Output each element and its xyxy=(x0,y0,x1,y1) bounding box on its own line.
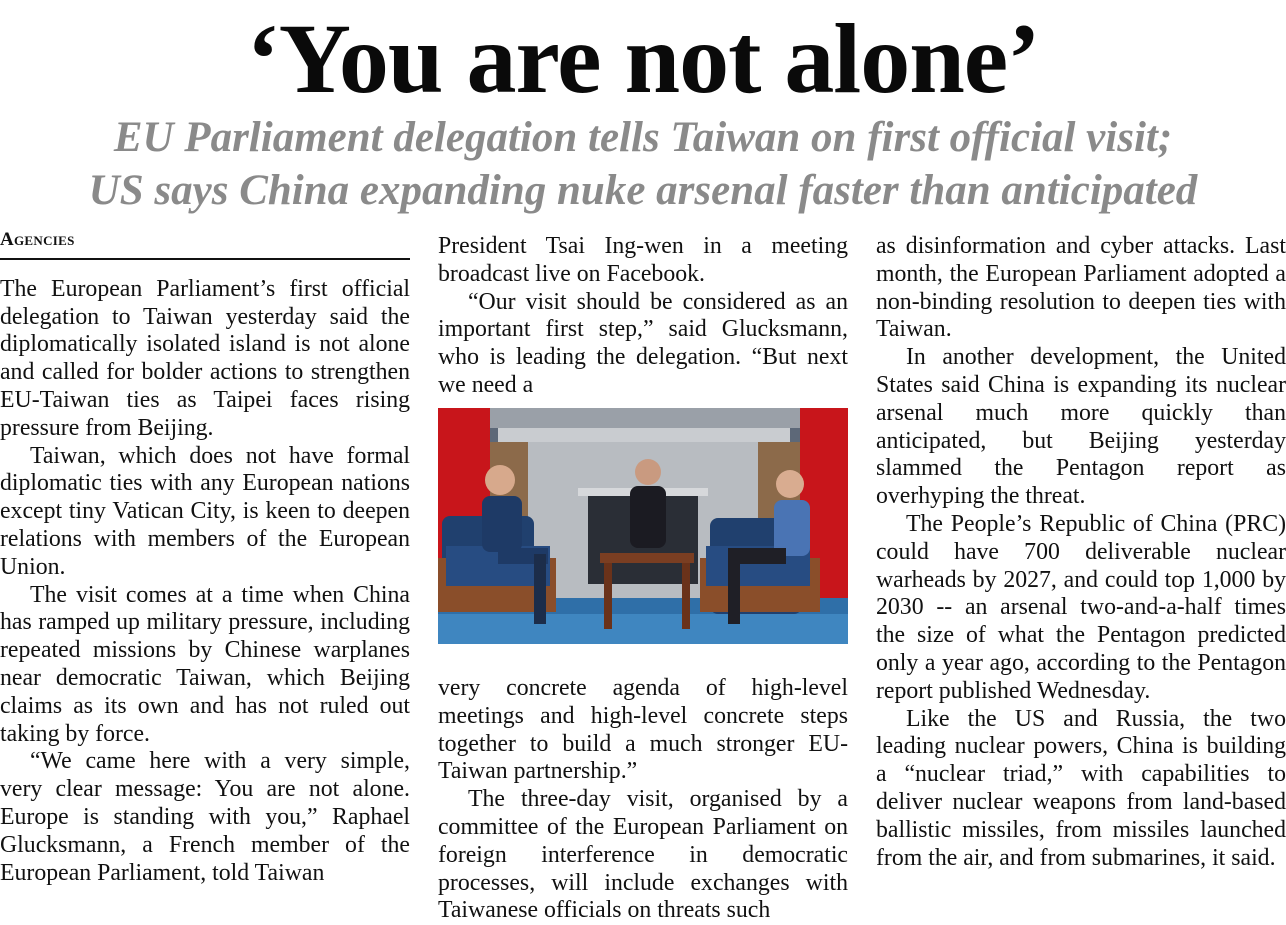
subheadline-line-1: EU Parliament delegation tells Taiwan on first official visit; xyxy=(113,114,1173,161)
paragraph-2: Taiwan, which does not have formal diplomatic ties with any European nations except tiny Vatican City, is keen to deepen relations with members of the European Union. xyxy=(0,442,410,580)
paragraph-4-continued: President Tsai Ing-wen in a meeting broadcast live on Facebook. xyxy=(438,233,848,287)
paragraph-6: The three-day visit, organised by a committee of the European Parliament on foreign interference in democratic processes, will include exchanges with Taiwanese officials on threats such xyxy=(438,786,848,924)
byline: Agencies xyxy=(0,226,410,260)
paragraph-8: The People’s Republic of China (PRC) could have 700 deliverable nuclear warheads by 2027, and could top 1,000 by 2030 -- an arsenal two-and-a-half times the size of what the Pentagon predicted only a year ago, according to the Pentagon report published Wednesday. xyxy=(876,510,1286,704)
article-column-1 xyxy=(0,226,410,925)
paragraph-9: Like the US and Russia, the two leading nuclear powers, China is building a “nuclear triad,” with capabilities to deliver nuclear weapons from land-based ballistic missiles, from missiles launched from the air, and from submarines, it said. xyxy=(876,705,1286,871)
meeting-photo-illustration xyxy=(438,408,848,644)
paragraph-5-continued: very concrete agenda of high-level meetings and high-level concrete steps together to build a much stronger EU-Taiwan partnership.” xyxy=(438,675,848,785)
paragraph-4: “We came here with a very simple, very clear message: You are not alone. Europe is standing with you,” Raphael Glucksmann, a French member of the European Parliament, told Taiwan xyxy=(0,748,410,886)
subheadline-line-2: US says China expanding nuke arsenal faster than anticipated xyxy=(88,167,1198,214)
article-column-3 xyxy=(876,233,1286,925)
paragraph-5: “Our visit should be considered as an important first step,” said Glucksmann, who is leading the delegation. “But next we need a xyxy=(438,288,848,398)
headline: ‘You are not alone’ xyxy=(246,3,1040,114)
paragraph-3: The visit comes at a time when China has ramped up military pressure, including repeated missions by Chinese warplanes near democratic Taiwan, which Beijing claims as its own and has not ruled out taking by force. xyxy=(0,581,410,747)
meeting-photo xyxy=(438,408,848,644)
article-column-2-bottom xyxy=(438,675,848,925)
article-column-2-top xyxy=(438,233,848,401)
paragraph-6-continued: as disinformation and cyber attacks. Last month, the European Parliament adopted a non-binding resolution to deepen ties with Taiwan. xyxy=(876,233,1286,343)
paragraph-7: In another development, the United States said China is expanding its nuclear arsenal much more quickly than anticipated, but Beijing yesterday slammed the Pentagon report as overhyping the threat. xyxy=(876,344,1286,510)
paragraph-1: The European Parliament’s first official delegation to Taiwan yesterday said the diplomatically isolated island is not alone and called for bolder actions to strengthen EU-Taiwan ties as Taipei faces rising pressure from Beijing. xyxy=(0,275,410,441)
